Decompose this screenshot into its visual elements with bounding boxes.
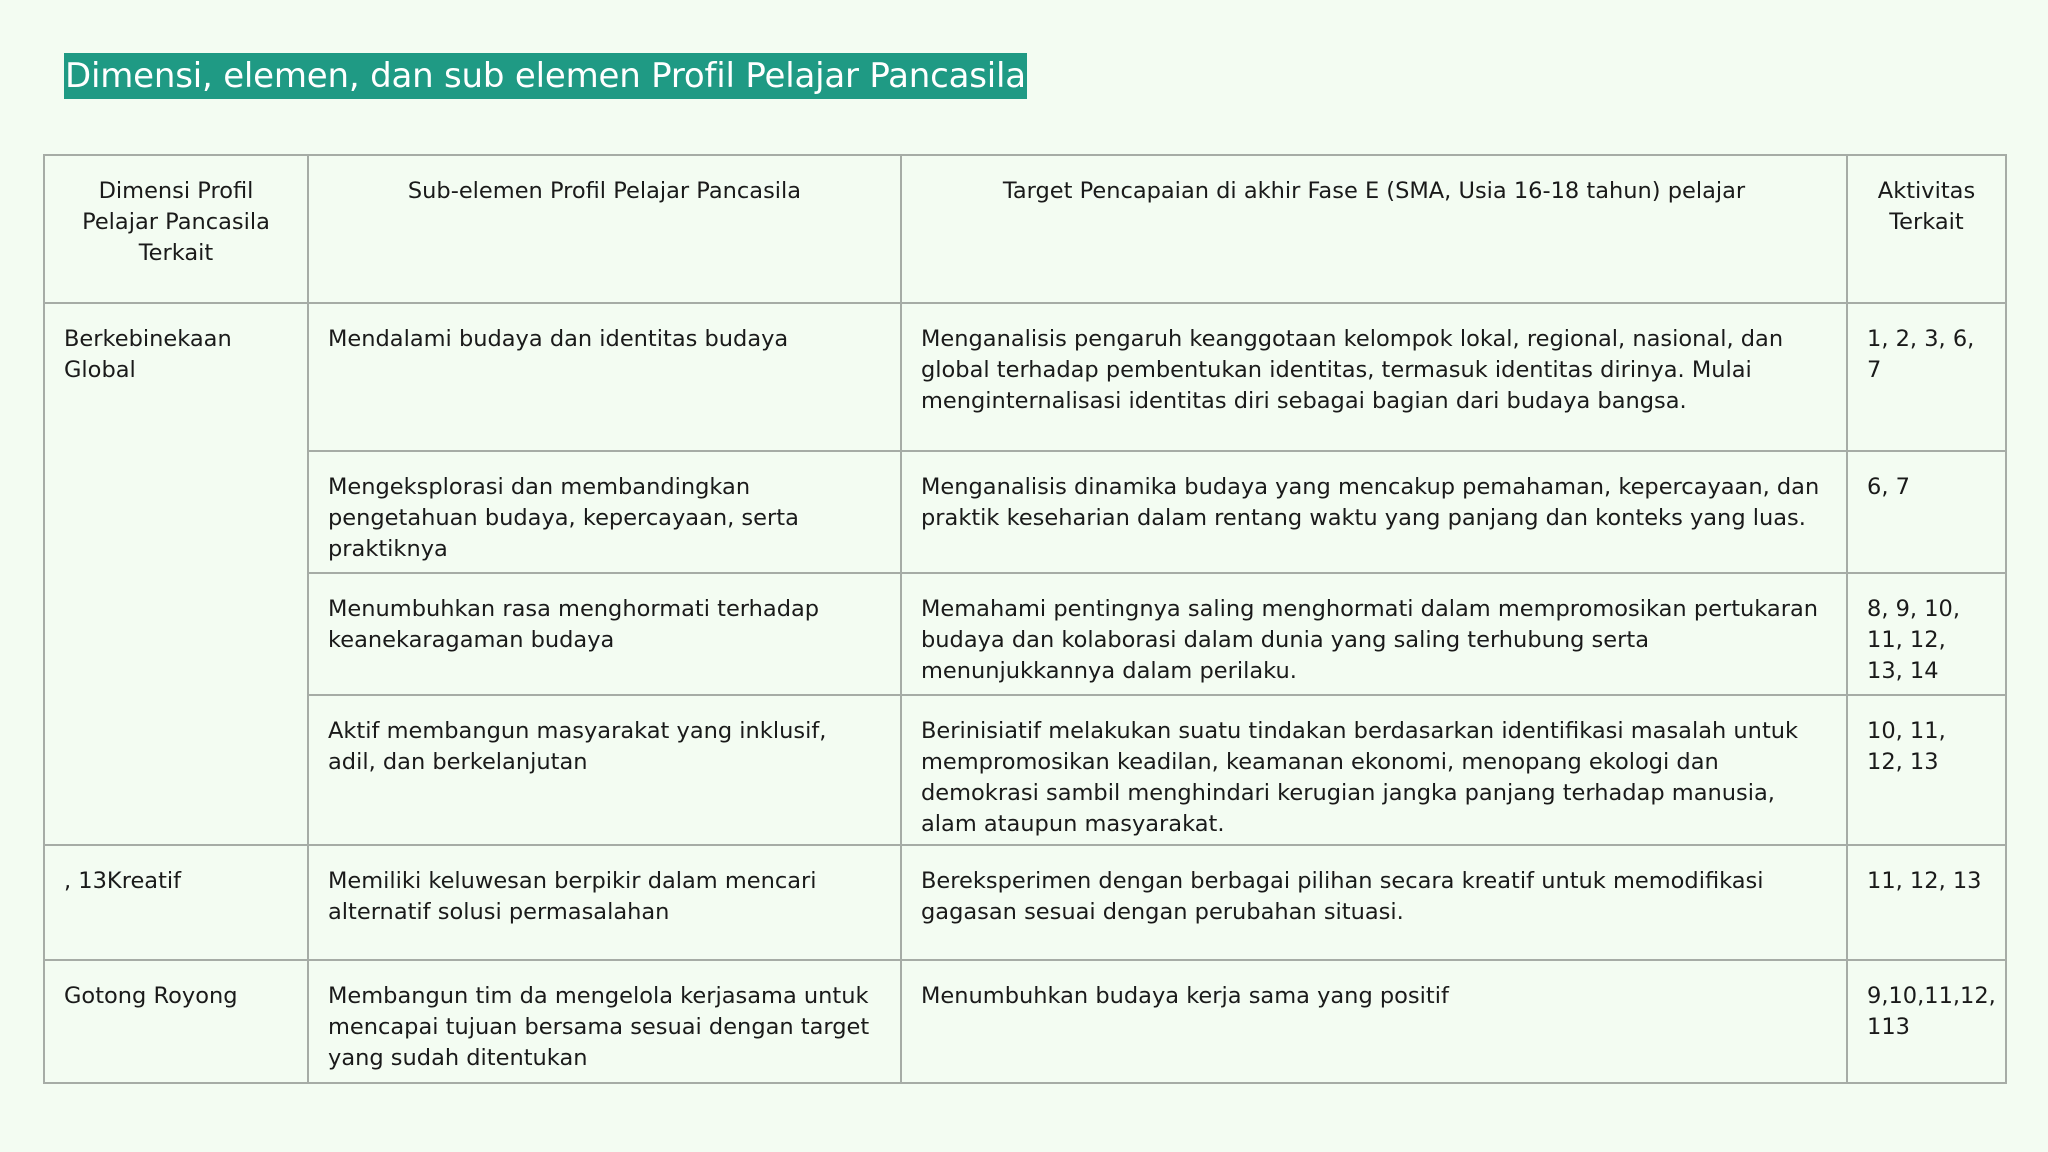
table-row (44, 573, 2006, 695)
activities-cell: 10, 11, 12, 13 (1847, 695, 2006, 845)
header-dimension: Dimensi Profil Pelajar Pancasila Terkait (44, 155, 308, 303)
page-title: Dimensi, elemen, dan sub elemen Profil Pelajar Pancasila (64, 53, 1027, 99)
sub-element-cell: Mendalami budaya dan identitas budaya (308, 303, 901, 451)
target-cell: Berinisiatif melakukan suatu tindakan berdasarkan identifikasi masalah untuk mempromosikan keadilan, keamanan ekonomi, menopang ekologi dan demokrasi sambil menghindari kerugian jangka panjang terhadap manusia, alam ataupun masyarakat. (901, 695, 1847, 845)
sub-element-cell: Menumbuhkan rasa menghormati terhadap keanekaragaman budaya (308, 573, 901, 695)
sub-element-cell: Membangun tim da mengelola kerjasama untuk mencapai tujuan bersama sesuai dengan target yang sudah ditentukan (308, 960, 901, 1083)
header-target: Target Pencapaian di akhir Fase E (SMA, Usia 16-18 tahun) pelajar (901, 155, 1847, 303)
sub-element-cell: Memiliki keluwesan berpikir dalam mencari alternatif solusi permasalahan (308, 845, 901, 960)
sub-element-cell: Aktif membangun masyarakat yang inklusif, adil, dan berkelanjutan (308, 695, 901, 845)
dimension-cell: Gotong Royong (44, 960, 308, 1083)
activities-cell: 6, 7 (1847, 451, 2006, 573)
table-row (44, 303, 2006, 451)
activities-cell: 11, 12, 13 (1847, 845, 2006, 960)
profil-table (43, 154, 2007, 1084)
activities-cell: 8, 9, 10, 11, 12, 13, 14 (1847, 573, 2006, 695)
target-cell: Menganalisis pengaruh keanggotaan kelompok lokal, regional, nasional, dan global terhadap pembentukan identitas, termasuk identitas dirinya. Mulai menginternalisasi identitas diri sebagai bagian dari budaya bangsa. (901, 303, 1847, 451)
dimension-cell: , 13Kreatif (44, 845, 308, 960)
target-cell: Menganalisis dinamika budaya yang mencakup pemahaman, kepercayaan, dan praktik keseharian dalam rentang waktu yang panjang dan konteks yang luas. (901, 451, 1847, 573)
target-cell: Memahami pentingnya saling menghormati dalam mempromosikan pertukaran budaya dan kolaborasi dalam dunia yang saling terhubung serta menunjukkannya dalam perilaku. (901, 573, 1847, 695)
table-row (44, 451, 2006, 573)
target-cell: Bereksperimen dengan berbagai pilihan secara kreatif untuk memodifikasi gagasan sesuai dengan perubahan situasi. (901, 845, 1847, 960)
table-row (44, 845, 2006, 960)
dimension-cell: Berkebinekaan Global (44, 303, 308, 845)
header-sub-element: Sub-elemen Profil Pelajar Pancasila (308, 155, 901, 303)
table-row (44, 960, 2006, 1083)
table-header-row (44, 155, 2006, 303)
header-activities: Aktivitas Terkait (1847, 155, 2006, 303)
activities-cell: 9,10,11,12, 113 (1847, 960, 2006, 1083)
sub-element-cell: Mengeksplorasi dan membandingkan pengetahuan budaya, kepercayaan, serta praktiknya (308, 451, 901, 573)
target-cell: Menumbuhkan budaya kerja sama yang positif (901, 960, 1847, 1083)
activities-cell: 1, 2, 3, 6, 7 (1847, 303, 2006, 451)
table-row (44, 695, 2006, 845)
